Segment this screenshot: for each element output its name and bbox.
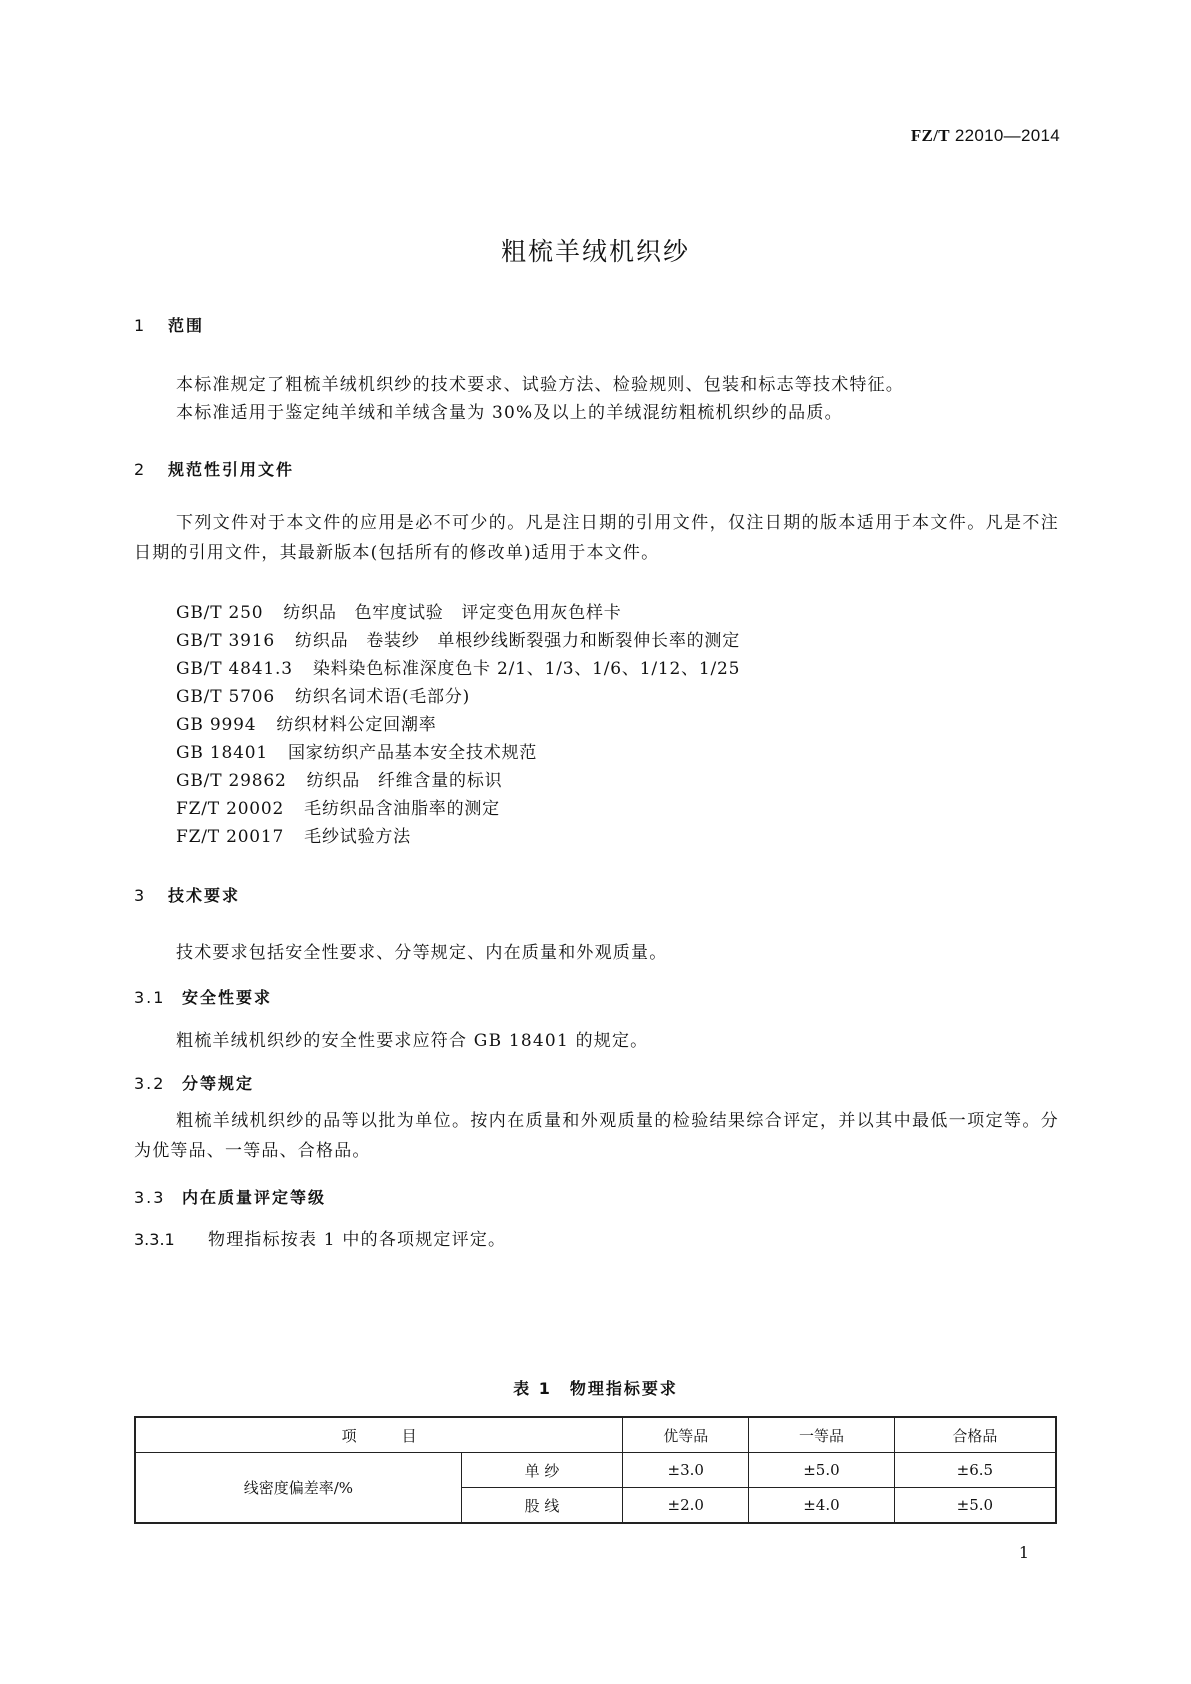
section-title: 技术要求 <box>168 886 241 905</box>
reference-title: 纺织品 纤维含量的标识 <box>306 771 503 791</box>
row-group-label: 线密度偏差率/% <box>135 1453 461 1524</box>
section-number: 1 <box>134 316 147 335</box>
reference-item <box>176 710 437 735</box>
section-3-heading <box>134 883 240 906</box>
section-3-2-heading <box>134 1071 254 1094</box>
reference-title: 纺织品 卷装纱 单根纱线断裂强力和断裂伸长率的测定 <box>295 631 741 651</box>
grading-paragraph: 粗梳羊绒机织纱的品等以批为单位。按内在质量和外观质量的检验结果综合评定，并以其中最低一项定等。分为优等品、一等品、合格品。 <box>134 1111 1059 1161</box>
section-title: 内在质量评定等级 <box>182 1188 327 1207</box>
section-3-1-heading <box>134 985 272 1008</box>
section-number: 2 <box>134 460 147 479</box>
physical-indicators-table <box>134 1416 1057 1524</box>
section-number: 3.3 <box>134 1188 166 1207</box>
reference-item <box>176 626 740 651</box>
references-intro: 下列文件对于本文件的应用是必不可少的。凡是注日期的引用文件，仅注日期的版本适用于本文件。凡是不注日期的引用文件，其最新版本(包括所有的修改单)适用于本文件。 <box>134 513 1059 563</box>
reference-code: GB 9994 <box>176 715 257 735</box>
cell-value: ±5.0 <box>894 1488 1056 1524</box>
reference-title: 染料染色标准深度色卡 2/1、1/3、1/6、1/12、1/25 <box>312 659 741 679</box>
header-item: 项 目 <box>135 1417 623 1453</box>
reference-code: GB/T 4841.3 <box>176 659 293 679</box>
reference-code: FZ/T 20017 <box>176 827 285 847</box>
section-number: 3.1 <box>134 988 166 1007</box>
clause-number: 3.3.1 <box>134 1230 175 1249</box>
section-title: 范围 <box>168 316 205 335</box>
reference-item <box>176 598 622 623</box>
header-grade-first: 一等品 <box>749 1417 895 1453</box>
reference-code: FZ/T 20002 <box>176 799 285 819</box>
header-grade-qualified: 合格品 <box>894 1417 1056 1453</box>
reference-title: 国家纺织产品基本安全技术规范 <box>287 743 538 763</box>
standard-prefix: FZ/T <box>910 126 950 145</box>
reference-item <box>176 738 537 763</box>
section-title: 规范性引用文件 <box>168 460 295 479</box>
section-3-3-heading <box>134 1185 326 1208</box>
reference-item <box>176 822 411 847</box>
reference-code: GB/T 3916 <box>176 631 276 651</box>
tech-req-intro: 技术要求包括安全性要求、分等规定、内在质量和外观质量。 <box>176 943 668 963</box>
page-number: 1 <box>1018 1543 1029 1562</box>
reference-title: 毛纱试验方法 <box>304 827 411 847</box>
cell-value: ±6.5 <box>894 1453 1056 1488</box>
reference-title: 纺织品 色牢度试验 评定变色用灰色样卡 <box>283 603 622 623</box>
clause-text: 物理指标按表 1 中的各项规定评定。 <box>208 1230 507 1250</box>
scope-paragraph-2: 本标准适用于鉴定纯羊绒和羊绒含量为 30%及以上的羊绒混纺粗梳机织纱的品质。 <box>176 403 843 423</box>
row-type: 股 线 <box>461 1488 623 1524</box>
reference-item <box>176 682 470 707</box>
section-number: 3.2 <box>134 1074 166 1093</box>
reference-item <box>176 766 502 791</box>
safety-paragraph: 粗梳羊绒机织纱的安全性要求应符合 GB 18401 的规定。 <box>176 1031 649 1051</box>
cell-value: ±4.0 <box>749 1488 895 1524</box>
clause-3-3-1 <box>134 1225 506 1250</box>
table-header-row <box>135 1417 1056 1453</box>
reference-code: GB/T 29862 <box>176 771 287 791</box>
row-type: 单 纱 <box>461 1453 623 1488</box>
standard-code: 22010—2014 <box>954 126 1060 145</box>
document-title: 粗梳羊绒机织纱 <box>500 237 690 266</box>
reference-item <box>176 794 500 819</box>
section-2-heading <box>134 457 294 480</box>
section-title: 分等规定 <box>182 1074 255 1093</box>
cell-value: ±2.0 <box>623 1488 749 1524</box>
reference-title: 纺织名词术语(毛部分) <box>295 687 471 707</box>
reference-code: GB/T 5706 <box>176 687 276 707</box>
reference-title: 毛纺织品含油脂率的测定 <box>304 799 500 819</box>
cell-value: ±5.0 <box>749 1453 895 1488</box>
reference-item <box>176 654 740 679</box>
reference-code: GB/T 250 <box>176 603 264 623</box>
table-row <box>135 1453 1056 1488</box>
scope-paragraph-1: 本标准规定了粗梳羊绒机织纱的技术要求、试验方法、检验规则、包装和标志等技术特征。 <box>176 375 904 395</box>
table-caption: 表 1 物理指标要求 <box>513 1379 678 1398</box>
section-1-heading <box>134 313 204 336</box>
header-grade-premium: 优等品 <box>623 1417 749 1453</box>
standard-number <box>911 126 1060 146</box>
section-title: 安全性要求 <box>182 988 273 1007</box>
cell-value: ±3.0 <box>623 1453 749 1488</box>
section-number: 3 <box>134 886 147 905</box>
reference-code: GB 18401 <box>176 743 268 763</box>
reference-title: 纺织材料公定回潮率 <box>276 715 437 735</box>
